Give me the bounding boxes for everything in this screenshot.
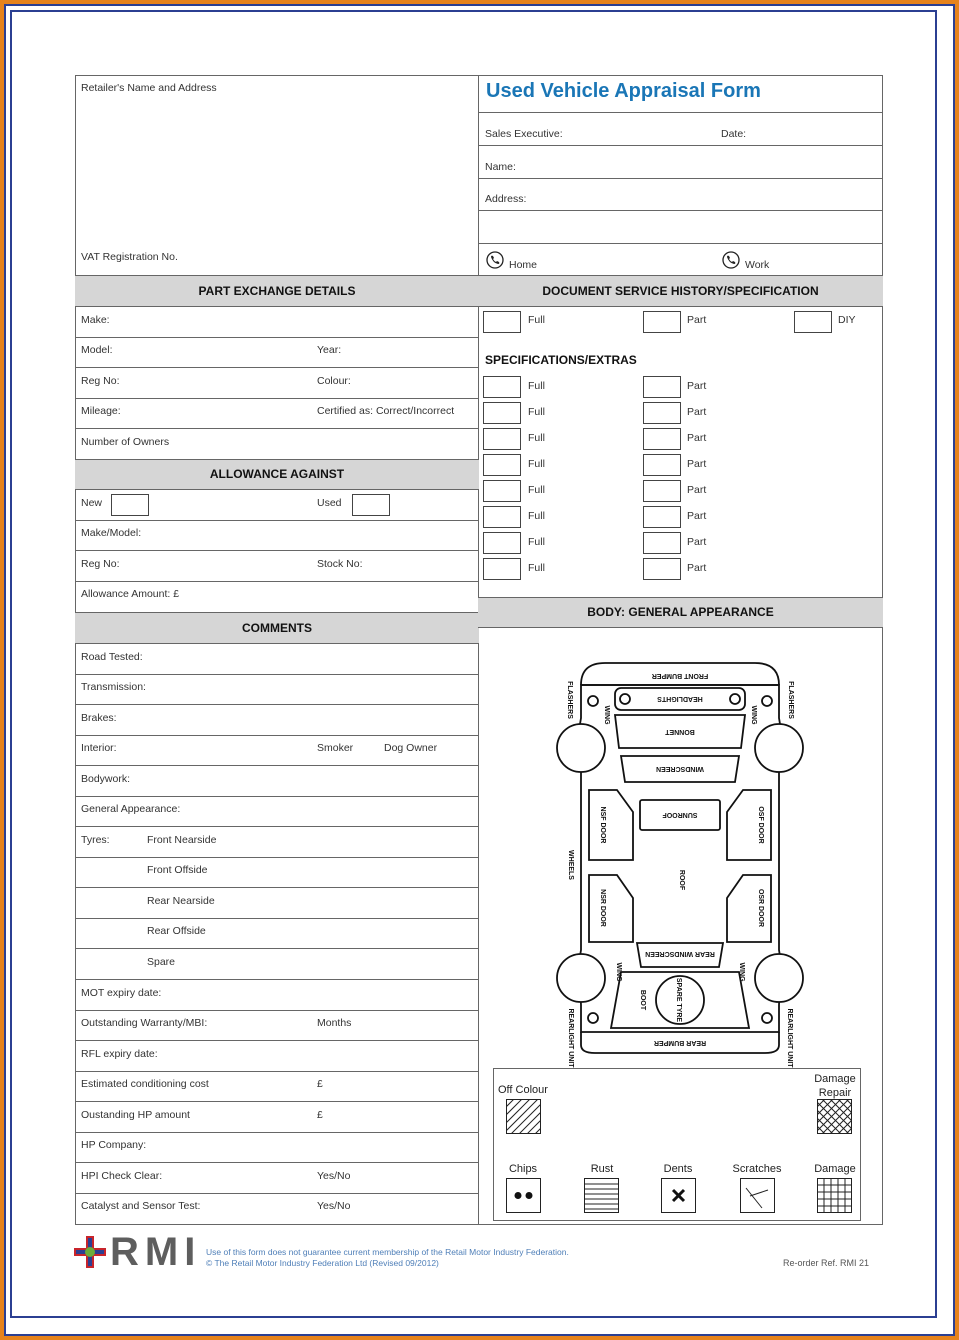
warranty-field[interactable]: Outstanding Warranty/MBI: xyxy=(81,1017,208,1029)
body-header: BODY: GENERAL APPEARANCE xyxy=(478,597,883,628)
divider xyxy=(75,581,479,582)
spec-part-label: Part xyxy=(687,510,707,522)
damage-repair-label-1: Damage xyxy=(814,1073,856,1085)
spec-full-checkbox[interactable] xyxy=(483,454,521,476)
retailer-name-label: Retailer's Name and Address xyxy=(81,82,217,94)
transmission-field[interactable]: Transmission: xyxy=(81,681,146,693)
spec-part-label: Part xyxy=(687,380,707,392)
chips-label: Chips xyxy=(508,1163,538,1175)
headlights-label: HEADLIGHTS xyxy=(657,695,703,702)
divider xyxy=(75,1040,479,1041)
wing-rear-right-label: WING xyxy=(738,962,745,982)
divider xyxy=(75,765,479,766)
spec-part-checkbox[interactable] xyxy=(643,454,681,476)
spec-full-label: Full xyxy=(528,380,545,392)
chips-symbol xyxy=(506,1178,541,1213)
road-tested-field[interactable]: Road Tested: xyxy=(81,651,143,663)
stock-no-field[interactable]: Stock No: xyxy=(317,558,363,570)
hpi-check-field[interactable]: HPI Check Clear: xyxy=(81,1170,163,1182)
rear-windscreen-label: REAR WINDSCREEN xyxy=(645,950,715,957)
wing-rear-left-label: WING xyxy=(615,962,622,982)
spec-part-label: Part xyxy=(687,536,707,548)
rmi-logo-icon xyxy=(74,1236,106,1268)
divider xyxy=(75,337,479,338)
rear-left-wheel xyxy=(557,954,605,1002)
nsf-door-shape xyxy=(589,790,633,860)
home-phone-icon xyxy=(486,251,504,269)
date-field[interactable]: Date: xyxy=(721,128,747,140)
service-part-checkbox[interactable] xyxy=(643,311,681,333)
divider xyxy=(478,145,883,146)
rear-right-wheel xyxy=(755,954,803,1002)
divider xyxy=(75,1071,479,1072)
flashers-left-label: FLASHERS xyxy=(566,681,573,719)
divider xyxy=(75,704,479,705)
off-colour-symbol xyxy=(506,1099,541,1134)
spec-full-label: Full xyxy=(528,510,545,522)
sunroof-label: SUNROOF xyxy=(662,811,698,818)
boot-label: BOOT xyxy=(639,989,646,1011)
spare-field[interactable]: Spare xyxy=(147,956,176,968)
flashers-right-label: FLASHERS xyxy=(787,681,794,719)
divider xyxy=(75,979,479,980)
divider xyxy=(75,1193,479,1194)
wheels-label: WHEELS xyxy=(567,850,574,880)
divider xyxy=(478,243,883,244)
model-field[interactable]: Model: xyxy=(81,344,113,356)
damage-label: Damage xyxy=(814,1163,856,1175)
mot-field[interactable]: MOT expiry date: xyxy=(81,987,162,999)
used-label: Used xyxy=(317,497,342,509)
name-field[interactable]: Name: xyxy=(485,161,516,173)
divider xyxy=(75,826,479,827)
spec-full-label: Full xyxy=(528,536,545,548)
column-divider xyxy=(478,75,479,1225)
osr-door-label: OSR DOOR xyxy=(757,888,764,928)
part-exchange-header: PART EXCHANGE DETAILS xyxy=(75,275,479,307)
allowance-reg-field[interactable]: Reg No: xyxy=(81,558,120,570)
make-model-field[interactable]: Make/Model: xyxy=(81,527,142,539)
reorder-ref: Re-order Ref. RMI 21 xyxy=(783,1258,870,1268)
general-appearance-field[interactable]: General Appearance: xyxy=(81,803,181,815)
mileage-field[interactable]: Mileage: xyxy=(81,405,121,417)
footer-copyright: © The Retail Motor Industry Federation Ltd (Revised 09/2012) xyxy=(206,1258,439,1268)
divider xyxy=(75,918,479,919)
spec-part-label: Part xyxy=(687,458,707,470)
new-label: New xyxy=(81,497,103,509)
spec-part-checkbox[interactable] xyxy=(643,506,681,528)
rear-nearside-field[interactable]: Rear Nearside xyxy=(147,895,215,907)
spec-full-label: Full xyxy=(528,484,545,496)
allowance-header: ALLOWANCE AGAINST xyxy=(75,459,479,490)
divider xyxy=(75,428,479,429)
hpi-yes-no[interactable]: Yes/No xyxy=(317,1170,351,1182)
bodywork-field[interactable]: Bodywork: xyxy=(81,773,131,785)
divider xyxy=(75,887,479,888)
service-part-label: Part xyxy=(687,314,707,326)
new-checkbox[interactable] xyxy=(111,494,149,516)
allowance-amount-field[interactable]: Allowance Amount: £ xyxy=(81,588,180,600)
spec-part-checkbox[interactable] xyxy=(643,558,681,580)
divider xyxy=(478,210,883,211)
divider xyxy=(75,796,479,797)
spec-full-checkbox[interactable] xyxy=(483,558,521,580)
divider xyxy=(75,1132,479,1133)
divider xyxy=(75,674,479,675)
spec-part-checkbox[interactable] xyxy=(643,480,681,502)
spec-part-checkbox[interactable] xyxy=(643,428,681,450)
front-bumper-label: FRONT BUMPER xyxy=(651,672,709,679)
service-history-header: DOCUMENT SERVICE HISTORY/SPECIFICATION xyxy=(478,275,883,307)
spec-part-checkbox[interactable] xyxy=(643,402,681,424)
home-phone-field[interactable]: Home xyxy=(509,259,538,271)
divider xyxy=(75,735,479,736)
divider xyxy=(478,178,883,179)
divider xyxy=(75,1101,479,1102)
divider xyxy=(75,550,479,551)
brakes-field[interactable]: Brakes: xyxy=(81,712,117,724)
address-field[interactable]: Address: xyxy=(485,193,527,205)
spec-part-label: Part xyxy=(687,432,707,444)
spec-full-checkbox[interactable] xyxy=(483,532,521,554)
divider xyxy=(75,520,479,521)
spec-full-label: Full xyxy=(528,432,545,444)
vat-label: VAT Registration No. xyxy=(81,251,178,263)
form-title: Used Vehicle Appraisal Form xyxy=(486,80,761,102)
bonnet-label: BONNET xyxy=(665,728,695,735)
certified-field[interactable]: Certified as: Correct/Incorrect xyxy=(317,405,455,417)
rear-offside-field[interactable]: Rear Offside xyxy=(147,925,206,937)
windscreen-label: WINDSCREEN xyxy=(656,765,704,772)
work-phone-field[interactable]: Work xyxy=(745,259,770,271)
spec-full-checkbox[interactable] xyxy=(483,402,521,424)
rearlight-left-label: REARLIGHT UNIT xyxy=(567,1008,574,1068)
damage-repair-symbol xyxy=(817,1099,852,1134)
spec-full-label: Full xyxy=(528,458,545,470)
spec-full-checkbox[interactable] xyxy=(483,506,521,528)
sales-exec-field[interactable]: Sales Executive: xyxy=(485,128,563,140)
months-field[interactable]: Months xyxy=(317,1017,352,1029)
spec-part-label: Part xyxy=(687,484,707,496)
spec-full-checkbox[interactable] xyxy=(483,428,521,450)
catalyst-field[interactable]: Catalyst and Sensor Test: xyxy=(81,1200,201,1212)
dents-symbol xyxy=(661,1178,696,1213)
divider xyxy=(75,1010,479,1011)
service-diy-checkbox[interactable] xyxy=(794,311,832,333)
comments-header: COMMENTS xyxy=(75,612,479,644)
wing-front-left-label: WING xyxy=(603,705,610,725)
front-offside-field[interactable]: Front Offside xyxy=(147,864,208,876)
spec-full-checkbox[interactable] xyxy=(483,480,521,502)
spare-tyre-label: SPARE TYRE xyxy=(675,977,682,1023)
year-field[interactable]: Year: xyxy=(317,344,342,356)
interior-field[interactable]: Interior: xyxy=(81,742,117,754)
hp-company-field[interactable]: HP Company: xyxy=(81,1139,147,1151)
spec-part-label: Part xyxy=(687,562,707,574)
front-right-wheel xyxy=(755,724,803,772)
colour-field[interactable]: Colour: xyxy=(317,375,351,387)
work-phone-icon xyxy=(722,251,740,269)
spec-full-label: Full xyxy=(528,562,545,574)
osf-door-label: OSF DOOR xyxy=(757,806,764,844)
hp-amount-pound: £ xyxy=(317,1109,323,1121)
smoker-field[interactable]: Smoker xyxy=(317,742,354,754)
tyres-label: Tyres: xyxy=(81,834,110,846)
divider xyxy=(75,1162,479,1163)
divider xyxy=(478,112,883,113)
spec-part-checkbox[interactable] xyxy=(643,532,681,554)
divider xyxy=(75,948,479,949)
hp-amount-field[interactable]: Oustanding HP amount xyxy=(81,1109,190,1121)
divider xyxy=(75,857,479,858)
spec-full-checkbox[interactable] xyxy=(483,376,521,398)
make-field[interactable]: Make: xyxy=(81,314,110,326)
scratches-symbol xyxy=(740,1178,775,1213)
spec-full-label: Full xyxy=(528,406,545,418)
nsr-door-shape xyxy=(589,875,633,942)
off-colour-label: Off Colour xyxy=(498,1084,548,1096)
rearlight-right-label: REARLIGHT UNIT xyxy=(786,1008,793,1068)
rust-symbol xyxy=(584,1178,619,1213)
wing-front-right-label: WING xyxy=(750,705,757,725)
used-checkbox[interactable] xyxy=(352,494,390,516)
front-left-wheel xyxy=(557,724,605,772)
scratches-label: Scratches xyxy=(732,1163,782,1175)
nsf-door-label: NSF DOOR xyxy=(599,806,606,844)
reg-no-field[interactable]: Reg No: xyxy=(81,375,120,387)
dents-label: Dents xyxy=(663,1163,693,1175)
divider xyxy=(75,398,479,399)
owners-field[interactable]: Number of Owners xyxy=(81,436,170,448)
service-diy-label: DIY xyxy=(838,314,856,326)
dog-owner-field[interactable]: Dog Owner xyxy=(384,742,438,754)
rmi-logo-text: RMI xyxy=(110,1230,202,1274)
spec-part-label: Part xyxy=(687,406,707,418)
damage-repair-label-2: Repair xyxy=(818,1087,852,1099)
conditioning-cost-field[interactable]: Estimated conditioning cost xyxy=(81,1078,209,1090)
divider xyxy=(75,367,479,368)
footer-disclaimer: Use of this form does not guarantee current membership of the Retail Motor Industry Federation. xyxy=(206,1247,569,1257)
nsr-door-label: NSR DOOR xyxy=(599,889,606,927)
specs-header: SPECIFICATIONS/EXTRAS xyxy=(485,353,637,367)
service-full-checkbox[interactable] xyxy=(483,311,521,333)
service-full-label: Full xyxy=(528,314,545,326)
spec-part-checkbox[interactable] xyxy=(643,376,681,398)
rust-label: Rust xyxy=(590,1163,614,1175)
cond-cost-pound: £ xyxy=(317,1078,323,1090)
rfl-field[interactable]: RFL expiry date: xyxy=(81,1048,158,1060)
car-diagram[interactable] xyxy=(555,660,805,1070)
rear-bumper-label: REAR BUMPER xyxy=(653,1039,707,1046)
damage-symbol xyxy=(817,1178,852,1213)
catalyst-yes-no[interactable]: Yes/No xyxy=(317,1200,351,1212)
front-nearside-field[interactable]: Front Nearside xyxy=(147,834,217,846)
roof-label: ROOF xyxy=(678,869,685,891)
